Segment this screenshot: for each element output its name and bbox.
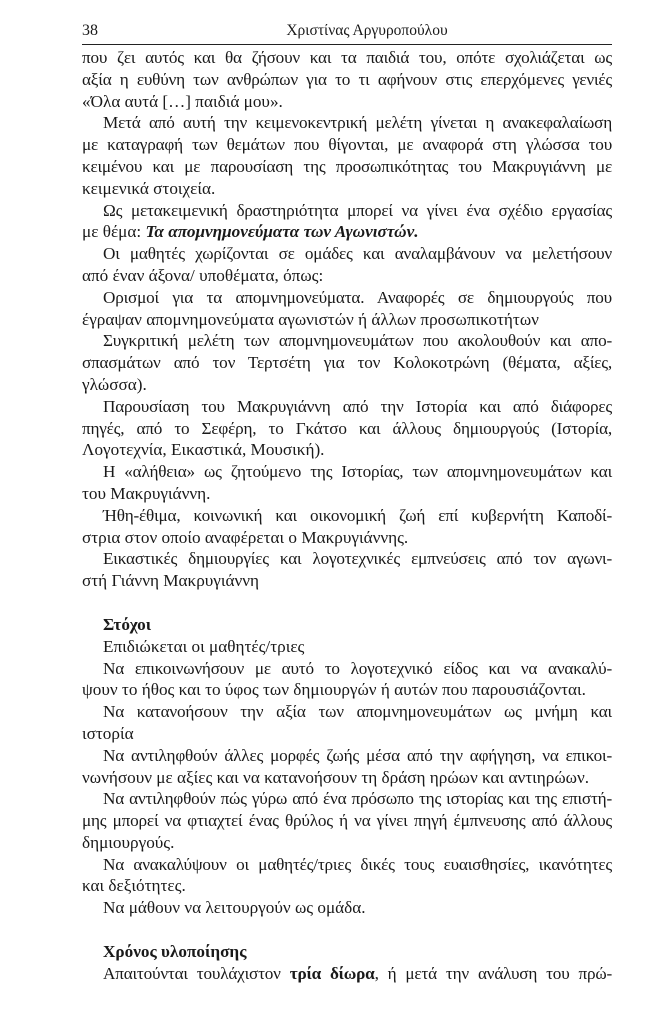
text-line: σπασμάτων από τον Τερτσέτη για τον Κολοκοτρώνη (θέματα, αξίες,	[82, 353, 612, 373]
emphasized-text: τρία δίωρα	[289, 963, 375, 983]
paragraph	[82, 788, 612, 853]
paragraph	[82, 396, 612, 461]
paragraph	[82, 963, 612, 985]
text-segment: Απαιτούνται τουλάχιστον	[103, 963, 290, 983]
text-line: και δεξιότητες.	[82, 876, 186, 896]
running-header	[82, 22, 612, 45]
emphasized-text: Τα απομνημονεύματα των Αγωνιστών.	[145, 222, 419, 242]
text-line: Να κατανοήσουν την αξία των απομνημονευμάτων ως μνήμη και	[103, 702, 612, 722]
text-line: Οι μαθητές χωρίζονται σε ομάδες και αναλαμβάνουν να μελετήσουν	[103, 244, 612, 264]
text-line: στή Γιάννη Μακρυγιάννη	[82, 571, 260, 591]
text-line: του Μακρυγιάννη.	[82, 483, 211, 503]
paragraph	[82, 658, 612, 702]
text-line: γλώσσα).	[82, 374, 147, 394]
page-body	[82, 47, 612, 985]
paragraph	[82, 47, 612, 112]
text-line: Η «αλήθεια» ως ζητούμενο της Ιστορίας, των απομνημονευμάτων και	[103, 462, 612, 482]
text-line: έγραψαν απομνημονεύματα αγωνιστών ή άλλων προσωπικοτήτων	[82, 309, 539, 329]
text-line: Ορισμοί για τα απομνημονεύματα. Αναφορές σε δημιουργούς που	[103, 287, 612, 307]
text-line: μης μπορεί να φτιαχτεί ένας θρύλος ή να γίνει πηγή έμπνευσης από άλλους	[82, 811, 612, 831]
paragraph	[82, 636, 612, 658]
text-segment: , ή μετά την ανάλυση του πρώ-	[374, 963, 612, 983]
text-line: Παρουσίαση του Μακρυγιάννη από την Ιστορία και από διάφορες	[103, 396, 612, 416]
text-line: Να ανακαλύψουν οι μαθητές/τριες δικές τους ευαισθησίες, ικανότητες	[103, 854, 612, 874]
text-line	[82, 221, 612, 243]
paragraph	[82, 200, 612, 244]
text-line: Ήθη-έθιμα, κοινωνική και οικονομική ζωή επί κυβερνήτη Καποδί-	[103, 505, 612, 525]
text-line: δημιουργούς.	[82, 832, 175, 852]
text-line: νωνήσουν με αξίες και να κατανοήσουν τη δράση ηρώων και αντιηρώων.	[82, 767, 590, 787]
text-line: Επιδιώκεται οι μαθητές/τριες	[103, 636, 305, 656]
text-line	[82, 963, 612, 985]
paragraph	[82, 112, 612, 199]
text-line: κειμένου και με παρουσίαση της προσωπικότητας του Μακρυγιάννη με	[82, 156, 612, 176]
text-line: ιστορία	[82, 723, 134, 743]
paragraph	[82, 243, 612, 287]
section-heading: Στόχοι	[103, 614, 152, 634]
paragraph-spacer	[82, 592, 612, 614]
text-line: «Όλα αυτά […] παιδιά μου».	[82, 91, 283, 111]
paragraph	[82, 330, 612, 395]
text-line: ψουν το ήθος και το ύφος των δημιουργών ή αυτών που παρουσιάζονται.	[82, 680, 586, 700]
text-line: Συγκριτική μελέτη των απομνημονευμάτων που ακολουθούν και απο-	[103, 331, 612, 351]
text-line: Μετά από αυτή την κειμενοκεντρική μελέτη γίνεται η ανακεφαλαίωση	[103, 113, 612, 133]
paragraph	[82, 505, 612, 549]
text-line: αξία η ευθύνη των ανθρώπων για το τι αφήνουν στις επερχόμενες γενιές	[82, 69, 612, 89]
text-line: Να μάθουν να λειτουργούν ως ομάδα.	[103, 898, 366, 918]
paragraph	[82, 745, 612, 789]
section-heading: Χρόνος υλοποίησης	[103, 942, 247, 962]
paragraph	[82, 461, 612, 505]
text-line: Εικαστικές δημιουργίες και λογοτεχνικές εμπνεύσεις από τον αγωνι-	[103, 549, 612, 569]
paragraph	[82, 287, 612, 331]
text-line: Να αντιληφθούν άλλες μορφές ζωής μέσα από την αφήγηση, να επικοι-	[103, 745, 612, 765]
text-line: που ζει αυτός και θα ζήσουν και τα παιδιά του, οπότε σχολιάζεται ως	[82, 48, 612, 67]
text-line: πηγές, από το Σεφέρη, το Γκάτσο και άλλους δημιουργούς (Ιστορία,	[82, 418, 612, 438]
text-line: Λογοτεχνία, Εικαστικά, Μουσική).	[82, 440, 325, 460]
text-line: από έναν άξονα/ υποθέματα, όπως:	[82, 265, 324, 285]
paragraph-spacer	[82, 919, 612, 941]
paragraph	[82, 548, 612, 592]
page-number: 38	[82, 22, 98, 39]
text-segment: με θέμα:	[82, 222, 146, 242]
text-line: Ως μετακειμενική δραστηριότητα μπορεί να γίνει ένα σχέδιο εργασίας	[103, 200, 612, 220]
paragraph	[82, 897, 612, 919]
text-line: Να αντιληφθούν πώς γύρω από ένα πρόσωπο της ιστορίας και της επιστή-	[103, 789, 612, 809]
text-line: Να επικοινωνήσουν με αυτό το λογοτεχνικό είδος και να ανακαλύ-	[103, 658, 612, 678]
text-line: με καταγραφή των θεμάτων που θίγονται, με αναφορά στη γλώσσα του	[82, 135, 612, 155]
text-line: κειμενικά στοιχεία.	[82, 178, 216, 198]
paragraph	[82, 701, 612, 745]
running-title: Χριστίνας Αργυροπούλου	[286, 22, 448, 39]
paragraph	[82, 854, 612, 898]
text-line: στρια στον οποίο αναφέρεται ο Μακρυγιάννης.	[82, 527, 409, 547]
